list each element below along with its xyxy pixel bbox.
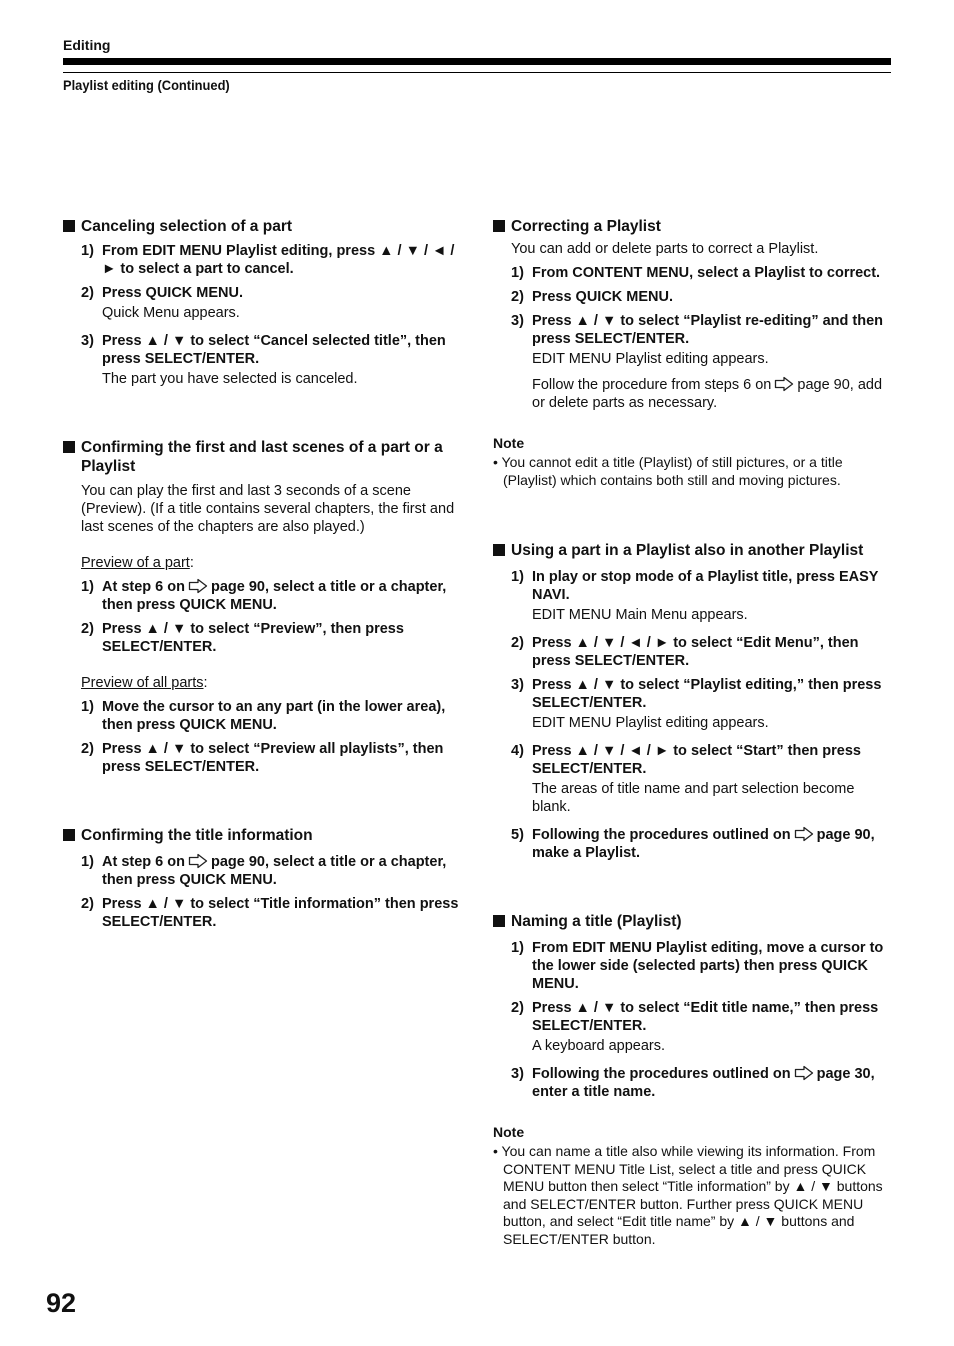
note-block xyxy=(493,1123,893,1248)
step: 1) From EDIT MENU Playlist editing, move a cursor to the lower side (selected parts) then press QUICK MENU. xyxy=(511,940,884,992)
header-rule-thick xyxy=(63,58,891,65)
section-title: Naming a title (Playlist) xyxy=(511,913,682,930)
step: 1) From CONTENT MENU, select a Playlist to correct. xyxy=(511,265,881,281)
running-header-section: Editing xyxy=(63,37,111,53)
left-column xyxy=(63,217,463,937)
page-reference-arrow-icon xyxy=(794,1065,814,1081)
step: 1) Move the cursor to an any part (in the lower area), then press QUICK MENU. xyxy=(81,699,446,733)
page-number: 92 xyxy=(46,1288,77,1318)
step: 1) In play or stop mode of a Playlist title, press EASY NAVI. EDIT MENU Main Menu appears. xyxy=(511,569,879,623)
square-bullet-icon xyxy=(63,829,75,841)
note-heading: Note xyxy=(493,435,525,451)
square-bullet-icon xyxy=(493,220,505,232)
section-title: Correcting a Playlist xyxy=(511,218,661,235)
running-header-subsection: Playlist editing (Continued) xyxy=(63,77,230,93)
step: 1) From EDIT MENU Playlist editing, press ▲ / ▼ / ◄ / ► to select a part to cancel. xyxy=(81,243,455,277)
step: 3) Following the procedures outlined on page 30, enter a title name. xyxy=(511,1066,875,1100)
step: 4) Press ▲ / ▼ / ◄ / ► to select “Start” then press SELECT/ENTER. The areas of title name and part selection become blank. xyxy=(511,743,861,815)
page-reference-arrow-icon xyxy=(794,826,814,842)
step: 1) At step 6 on page 90, select a title or a chapter, then press QUICK MENU. xyxy=(81,854,447,888)
subheading-preview-part: Preview of a part xyxy=(81,555,190,571)
section-intro: You can play the first and last 3 seconds of a scene (Preview). (If a title contains several chapters, the first and last scenes of the chapters are also played.) xyxy=(81,483,455,535)
section-using-part-another-playlist xyxy=(493,541,893,862)
section-title: Confirming the first and last scenes of a part or a Playlist xyxy=(81,439,443,475)
square-bullet-icon xyxy=(63,220,75,232)
page-reference-arrow-icon xyxy=(774,376,794,392)
step: 2) Press ▲ / ▼ to select “Preview”, then press SELECT/ENTER. xyxy=(81,621,404,655)
section-title: Confirming the title information xyxy=(81,827,313,844)
square-bullet-icon xyxy=(493,915,505,927)
header-rule-thin xyxy=(63,72,891,73)
note-heading: Note xyxy=(493,1124,525,1140)
section-naming-title xyxy=(493,912,893,1248)
section-intro: You can add or delete parts to correct a Playlist. xyxy=(511,241,819,257)
square-bullet-icon xyxy=(63,441,75,453)
step: 2) Press ▲ / ▼ to select “Preview all playlists”, then press SELECT/ENTER. xyxy=(81,741,444,775)
right-column xyxy=(493,217,893,1248)
step: 2) Press ▲ / ▼ to select “Title information” then press SELECT/ENTER. xyxy=(81,896,459,930)
note-block xyxy=(493,434,893,489)
step: 2) Press QUICK MENU. Quick Menu appears. xyxy=(81,285,244,321)
step: 1) At step 6 on page 90, select a title or a chapter, then press QUICK MENU. xyxy=(81,579,447,613)
note-text: • You cannot edit a title (Playlist) of still pictures, or a title (Playlist) which contains both still and moving pictures. xyxy=(493,454,843,488)
step: 2) Press ▲ / ▼ to select “Edit title name,” then press SELECT/ENTER. A keyboard appears. xyxy=(511,1000,879,1054)
section-correcting-playlist xyxy=(493,217,893,489)
page-reference-arrow-icon xyxy=(188,578,208,594)
step: 2) Press ▲ / ▼ / ◄ / ► to select “Edit Menu”, then press SELECT/ENTER. xyxy=(511,635,859,669)
step: 3) Press ▲ / ▼ to select “Playlist editing,” then press SELECT/ENTER. EDIT MENU Playlist editing appears. xyxy=(511,677,882,731)
section-confirming-scenes: Confirming the first and last scenes of a part or a Playlist You can play the first and last 3 seconds of a scene (Preview). (If a title contains several chapters, the first and last scenes of the chapters are also played.) Preview of a part: 1) At step 6 on page 90, select a title or a chapter, then press QUICK MENU. 2) Press ▲ / ▼ to select “Preview”, then press SELECT/ENTER. Preview of all parts: 1) Move the cursor to an any part (in the lower area), then press QUICK MENU. 2) Press ▲ / ▼ to select “Preview all playlists”, then press SELECT/ENTER. xyxy=(63,438,463,776)
page-reference-arrow-icon xyxy=(188,853,208,869)
note-text: • You can name a title also while viewing its information. From CONTENT MENU Title List, select a title and press QUICK MENU button then select “Title information” by ▲ / ▼ buttons and SELECT/ENTER button. Further press QUICK MENU button, and select “Edit title name” by ▲ / ▼ buttons and SELECT/ENTER button. xyxy=(493,1143,883,1247)
section-title: Using a part in a Playlist also in another Playlist xyxy=(511,542,864,559)
step: 2) Press QUICK MENU. xyxy=(511,289,674,305)
section-title-information xyxy=(63,826,463,931)
step: 3) Press ▲ / ▼ to select “Cancel selected title”, then press SELECT/ENTER. The part you have selected is canceled. xyxy=(81,333,446,387)
section-title: Canceling selection of a part xyxy=(81,218,293,235)
section-canceling-selection xyxy=(63,217,463,388)
step: 5) Following the procedures outlined on page 90, make a Playlist. xyxy=(511,827,875,861)
subheading-preview-all-parts: Preview of all parts xyxy=(81,675,204,691)
square-bullet-icon xyxy=(493,544,505,556)
step: 3) Press ▲ / ▼ to select “Playlist re-editing” and then press SELECT/ENTER. EDIT MENU Playlist editing appears. Follow the procedure from steps 6 on page 90, add or delete parts as necessary. xyxy=(511,313,884,411)
